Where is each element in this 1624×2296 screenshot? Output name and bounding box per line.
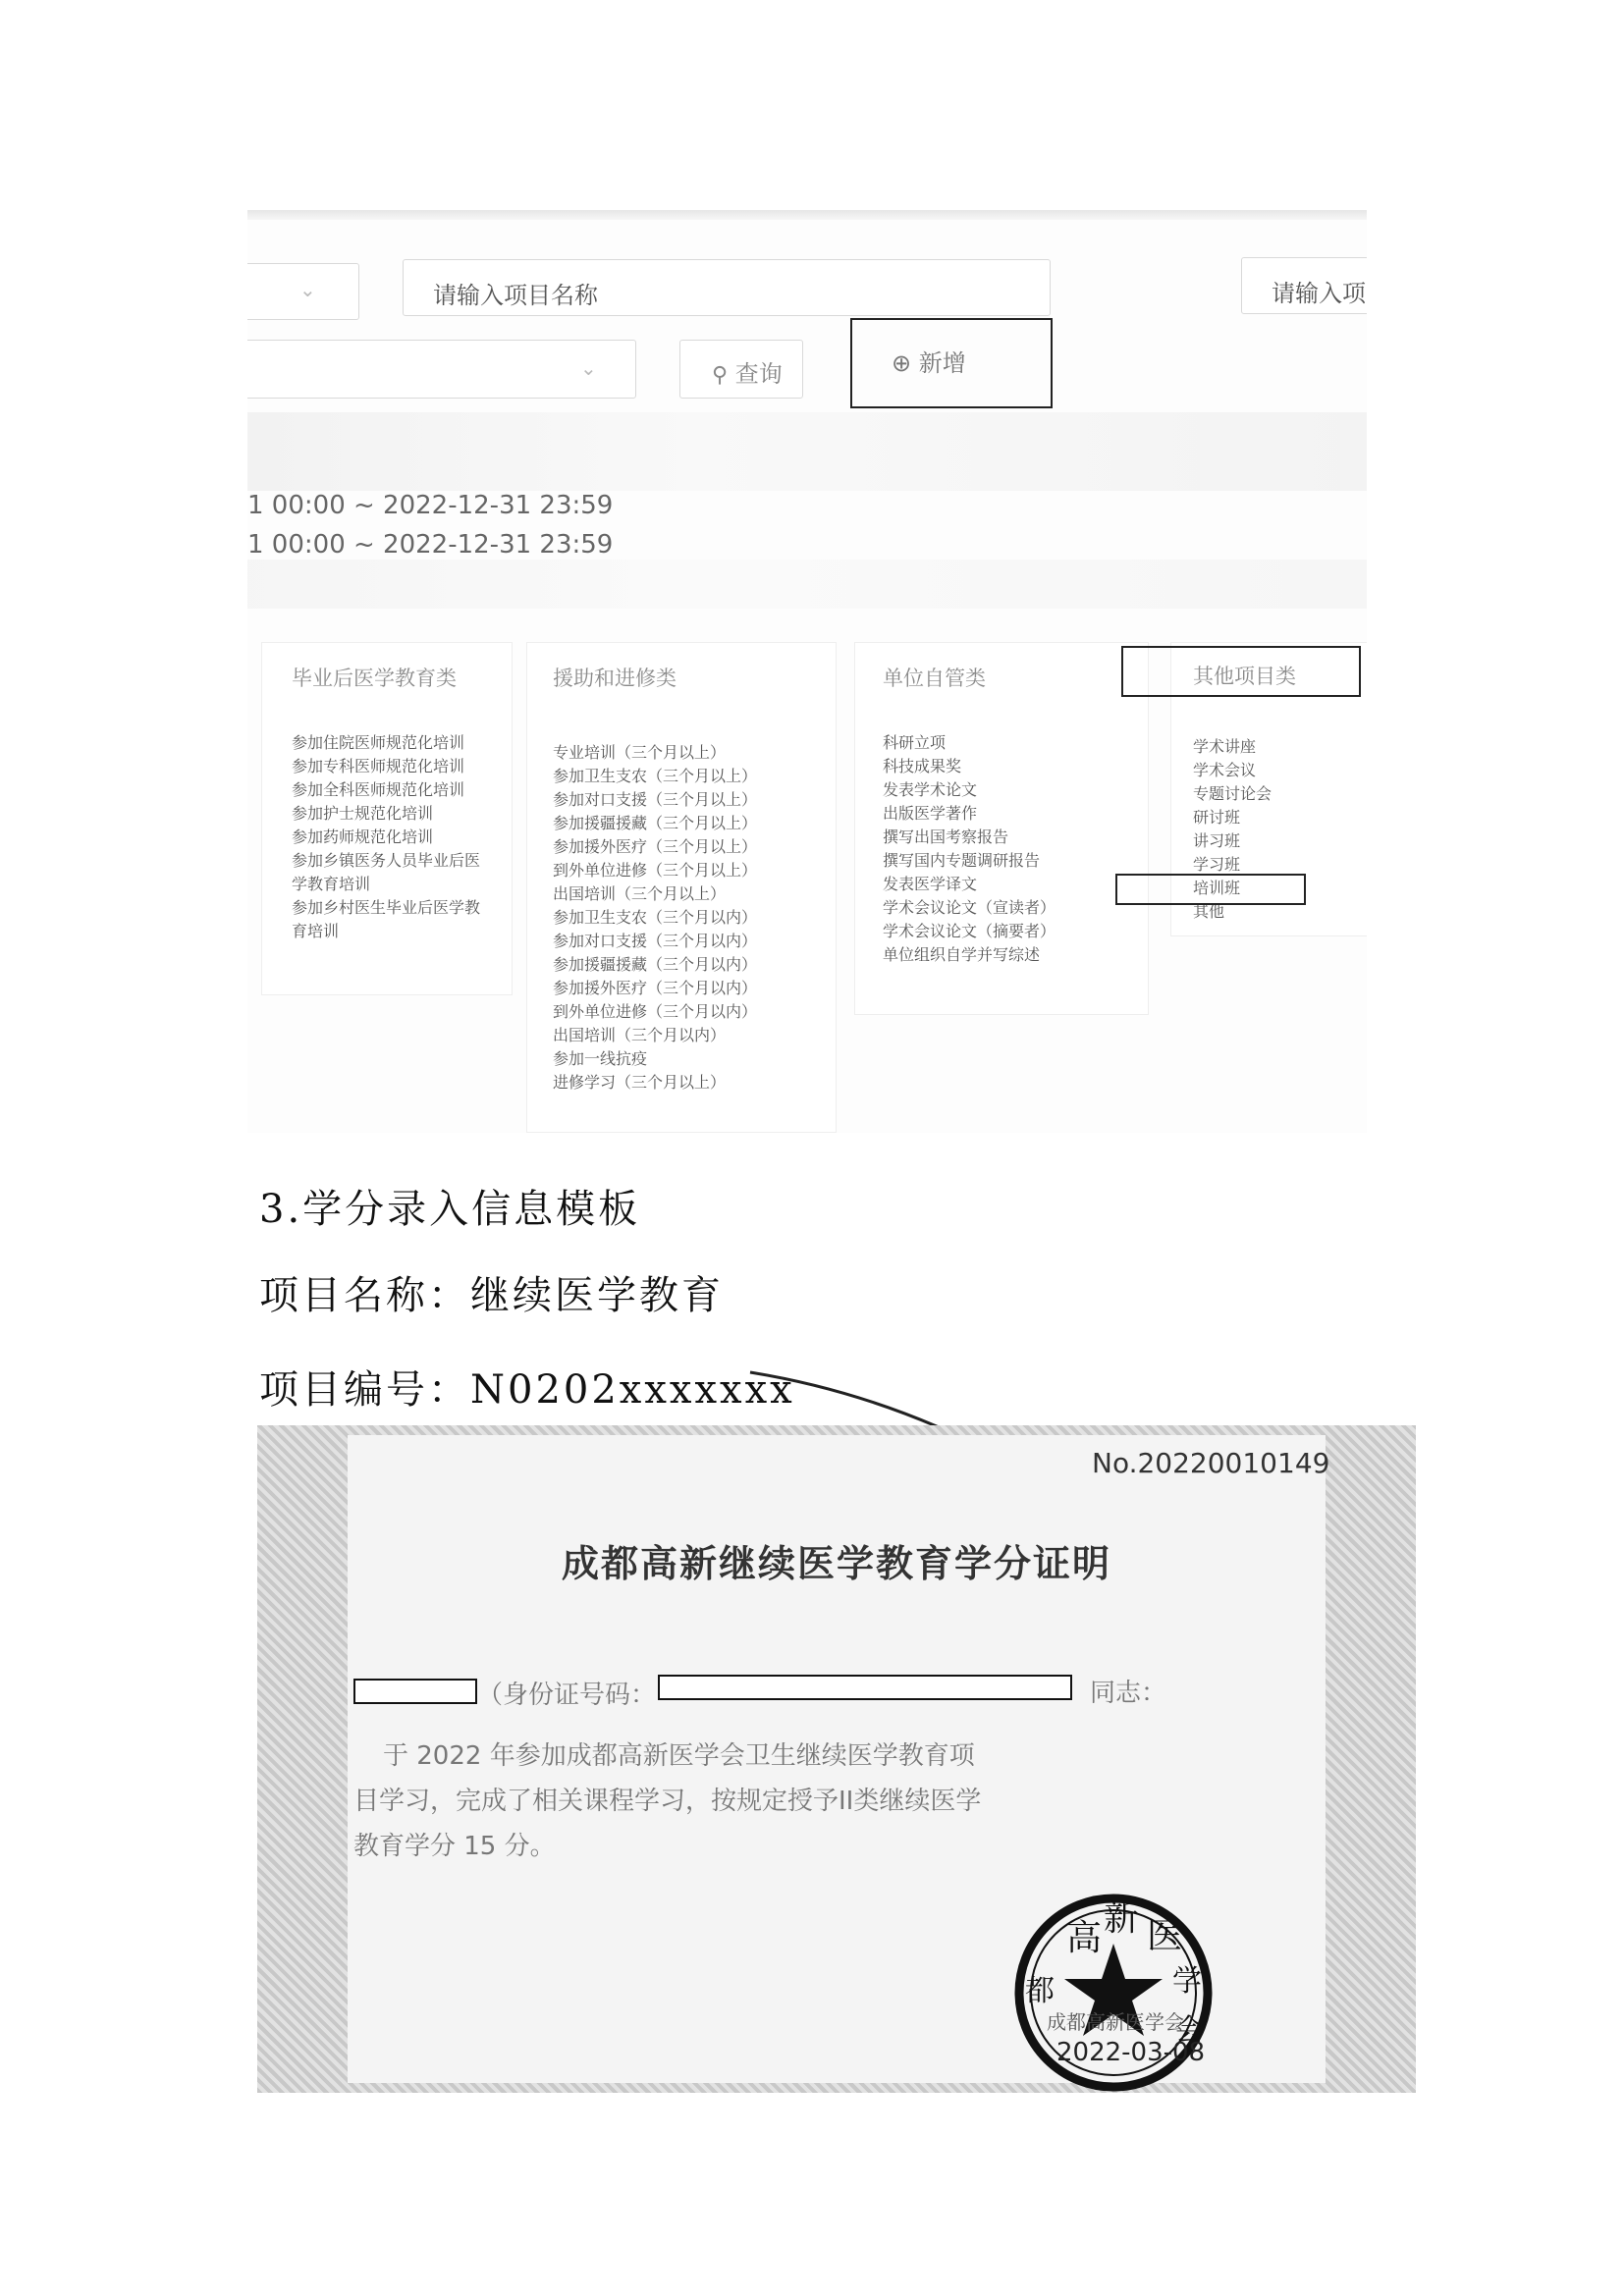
add-button-label: ⊕ 新增 [892,349,966,377]
project-code-line: 项目编号：N0202xxxxxxx [259,1367,795,1413]
category-item[interactable]: 参加卫生支农（三个月以上） [553,767,758,785]
project-name-placeholder: 请输入项目名称 [433,282,598,309]
certificate-title: 成都高新继续医学教育学分证明 [561,1542,1111,1585]
category-item[interactable]: 科技成果奖 [883,757,962,775]
category-item[interactable]: 参加援外医疗（三个月以上） [553,837,758,856]
add-button[interactable] [850,318,1053,408]
category-item[interactable]: 到外单位进修（三个月以上） [553,861,758,880]
category-item[interactable]: 参加乡村医生毕业后医学教 [292,898,481,917]
certificate-body: 教育学分 15 分。 [353,1832,556,1861]
category-item[interactable]: 发表医学译文 [883,875,978,893]
left-select[interactable] [247,263,359,320]
category-item[interactable]: 参加援疆援藏（三个月以上） [553,814,758,832]
project-name-input[interactable] [403,259,1051,316]
category-item[interactable]: 学术会议 [1193,761,1257,779]
credit-certificate [257,1425,1416,2093]
category-item[interactable]: 参加卫生支农（三个月以内） [553,908,758,927]
top-border [247,210,1367,220]
category-item[interactable]: 育培训 [292,922,340,940]
category-item[interactable]: 参加全科医师规范化培训 [292,780,465,799]
seal-char: 高 [1066,1918,1103,1958]
category-title[interactable]: 单位自管类 [883,667,986,690]
plus-circle-icon: ⊕ [892,349,912,377]
category-list [292,731,480,943]
ui-screenshot [247,210,1367,1133]
category-list [553,741,757,1095]
category-item[interactable]: 参加援外医疗（三个月以内） [553,979,758,997]
category-item[interactable]: 出版医学著作 [883,804,978,823]
category-item[interactable]: 学教育培训 [292,875,371,893]
search-button[interactable] [679,340,803,399]
project-name-line: 项目名称：继续医学教育 [259,1273,724,1318]
category-column-2 [526,642,837,1133]
id-label: （身份证号码： [477,1681,657,1710]
search-icon: ⚲ [712,363,729,388]
category-item[interactable]: 参加专科医师规范化培训 [292,757,465,775]
seal-char: 新 [1104,1898,1140,1939]
category-item[interactable]: 参加乡镇医务人员毕业后医 [292,851,481,870]
category-item[interactable]: 学术会议论文（宣读者） [883,898,1056,917]
redacted-id-box [658,1675,1072,1700]
seal-organization: 成都高新医学会 [1047,2010,1184,2034]
category-item[interactable]: 参加药师规范化培训 [292,828,434,846]
category-title[interactable]: 其他项目类 [1193,665,1296,688]
category-item[interactable]: 学术会议论文（摘要者） [883,922,1056,940]
comrade-label: 同志： [1090,1679,1167,1708]
category-item[interactable]: 参加一线抗疫 [553,1049,648,1068]
category-item[interactable]: 参加住院医师规范化培训 [292,733,465,752]
category-list [883,731,1056,967]
category-item[interactable]: 参加对口支援（三个月以内） [553,932,758,950]
category-title[interactable]: 毕业后医学教育类 [292,667,457,690]
category-item[interactable]: 学术讲座 [1193,737,1257,756]
right-input-placeholder: 请输入项 [1272,280,1366,307]
category-item[interactable]: 到外单位进修（三个月以内） [553,1002,758,1021]
category-item[interactable]: 参加护士规范化培训 [292,804,434,823]
certificate-number: No.20220010149 [1092,1447,1330,1479]
datetime-range: 1 00:00 ~ 2022-12-31 23:59 [247,491,614,520]
certificate-date: 2022-03-08 [1056,2038,1206,2067]
category-item[interactable]: 专题讨论会 [1193,784,1272,803]
certificate-body: 于 2022 年参加成都高新医学会卫生继续医学教育项 [383,1741,975,1771]
category-item[interactable]: 发表学术论文 [883,780,978,799]
seal-char: 医 [1147,1916,1183,1956]
redacted-name-box [353,1679,477,1704]
datetime-range: 1 00:00 ~ 2022-12-31 23:59 [247,530,614,560]
chevron-down-icon: ⌄ [580,356,597,380]
second-select[interactable] [247,340,636,399]
seal-char: 学 [1172,1964,1202,1999]
category-item[interactable]: 其他 [1193,902,1225,921]
category-item[interactable]: 进修学习（三个月以上） [553,1073,727,1092]
highlight-training-class [1115,874,1306,905]
blurred-row [247,560,1367,609]
category-item[interactable]: 单位组织自学并写综述 [883,945,1041,964]
seal-char: 都 [1025,1974,1055,2008]
chevron-down-icon: ⌄ [299,278,316,301]
category-column-1 [261,642,513,995]
search-button-label: ⚲ 查询 [712,360,783,388]
category-item[interactable]: 撰写国内专题调研报告 [883,851,1041,870]
right-input[interactable] [1241,257,1367,314]
category-item[interactable]: 出国培训（三个月以上） [553,884,727,903]
category-item[interactable]: 学习班 [1193,855,1241,874]
section-heading: 3.学分录入信息模板 [259,1187,641,1232]
category-item[interactable]: 培训班 [1193,879,1241,897]
category-item[interactable]: 出国培训（三个月以内） [553,1026,727,1044]
category-item[interactable]: 讲习班 [1193,831,1241,850]
blurred-row [247,412,1367,491]
category-item[interactable]: 专业培训（三个月以上） [553,743,727,762]
category-item[interactable]: 撰写出国考察报告 [883,828,1009,846]
category-item[interactable]: 研讨班 [1193,808,1241,827]
category-item[interactable]: 科研立项 [883,733,947,752]
certificate-body: 目学习，完成了相关课程学习，按规定授予II类继续医学 [353,1787,982,1816]
category-item[interactable]: 参加对口支援（三个月以上） [553,790,758,809]
highlight-other-category [1121,646,1361,697]
category-column-3 [854,642,1149,1015]
category-item[interactable]: 参加援疆援藏（三个月以内） [553,955,758,974]
seal-char: 会 [1174,2013,1204,2048]
certificate-paper [348,1435,1330,2083]
category-title[interactable]: 援助和进修类 [553,667,677,690]
